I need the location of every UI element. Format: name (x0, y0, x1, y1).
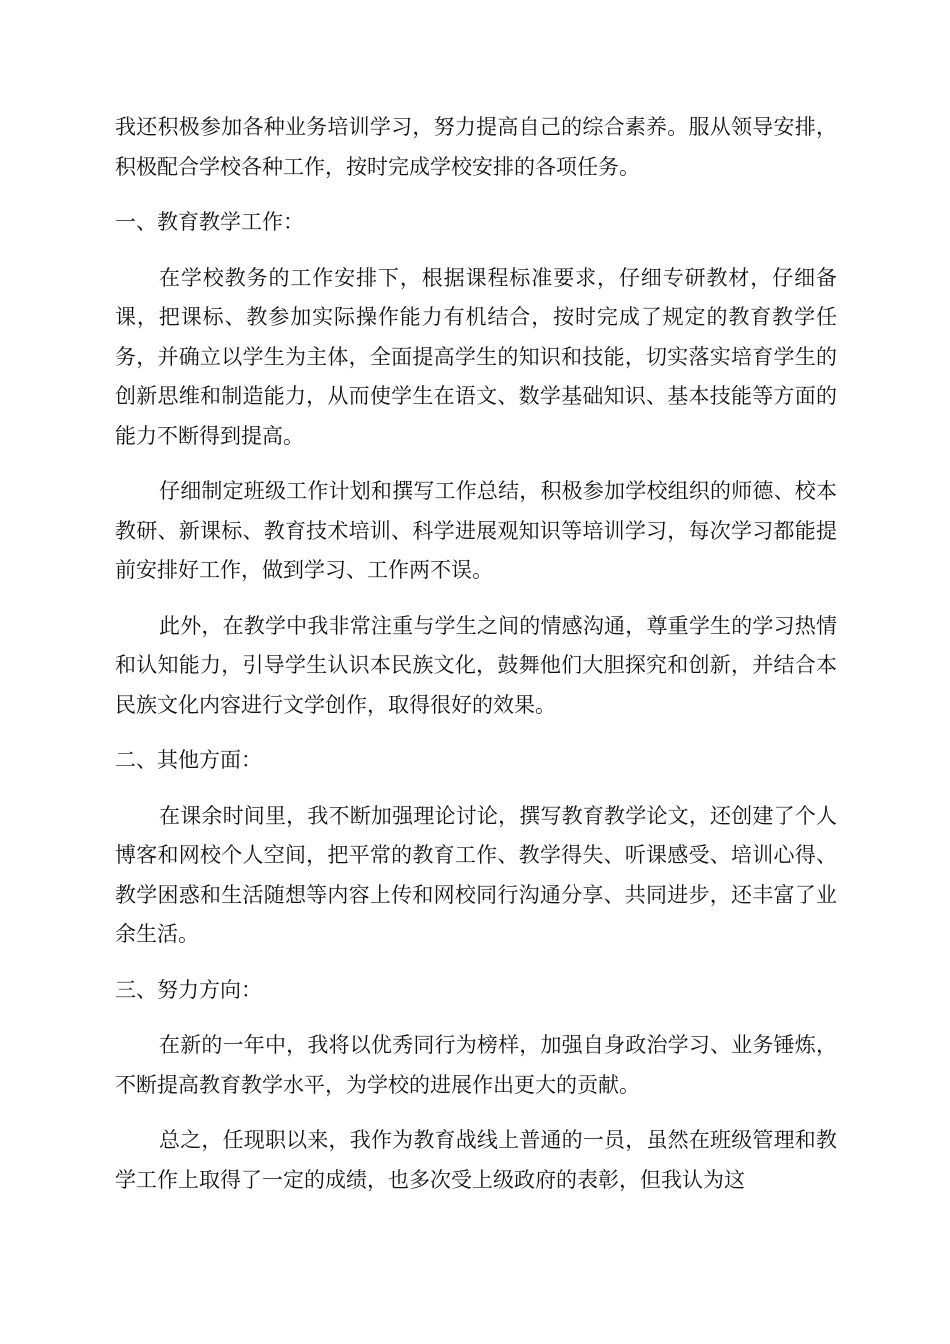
section-heading-direction: 三、努力方向： (115, 977, 262, 1002)
paragraph-emotional-communication: 此外，在教学中我非常注重与学生之间的情感沟通，尊重学生的学习热情和认知能力，引导学生认识本民族文化，鼓舞他们大胆探究和创新，并结合本民族文化内容进行文学创作，取得很好的效果。 (115, 613, 837, 717)
section-heading-other: 二、其他方面： (115, 748, 262, 772)
paragraph-class-work: 仔细制定班级工作计划和撰写工作总结，积极参加学校组织的师德、校本教研、新课标、教育技术培训、科学进展观知识等培训学习，每次学习都能提前安排好工作，做到学习、工作两不误。 (115, 479, 837, 582)
paragraph-teaching-plan: 在学校教务的工作安排下，根据课程标准要求，仔细专研教材，仔细备课，把课标、教参加实际操作能力有机结合，按时完成了规定的教育教学任务，并确立以学生为主体，全面提高学生的知识和技能，切实落实培育学生的创新思维和制造能力，从而使学生在语文、数学基础知识、基本技能等方面的能力不断得到提高。 (115, 265, 837, 448)
section-heading-teaching: 一、教育教学工作： (115, 210, 304, 234)
paragraph-summary: 总之，任现职以来，我作为教育战线上普通的一员，虽然在班级管理和教学工作上取得了一定的成绩，也多次受上级政府的表彰，但我认为这 (115, 1128, 837, 1192)
paragraph-training: 我还积极参加各种业务培训学习，努力提高自己的综合素养。服从领导安排，积极配合学校各种工作，按时完成学校安排的各项任务。 (115, 115, 837, 179)
paragraph-new-year: 在新的一年中，我将以优秀同行为榜样，加强自身政治学习、业务锤炼，不断提高教育教学水平，为学校的进展作出更大的贡献。 (115, 1033, 837, 1097)
document-body (115, 108, 837, 1216)
paragraph-spare-time: 在课余时间里，我不断加强理论讨论，撰写教育教学论文，还创建了个人博客和网校个人空间，把平常的教育工作、教学得失、听课感受、培训心得、教学困惑和生活随想等内容上传和网校同行沟通分享、共同进步，还丰富了业余生活。 (115, 803, 837, 946)
